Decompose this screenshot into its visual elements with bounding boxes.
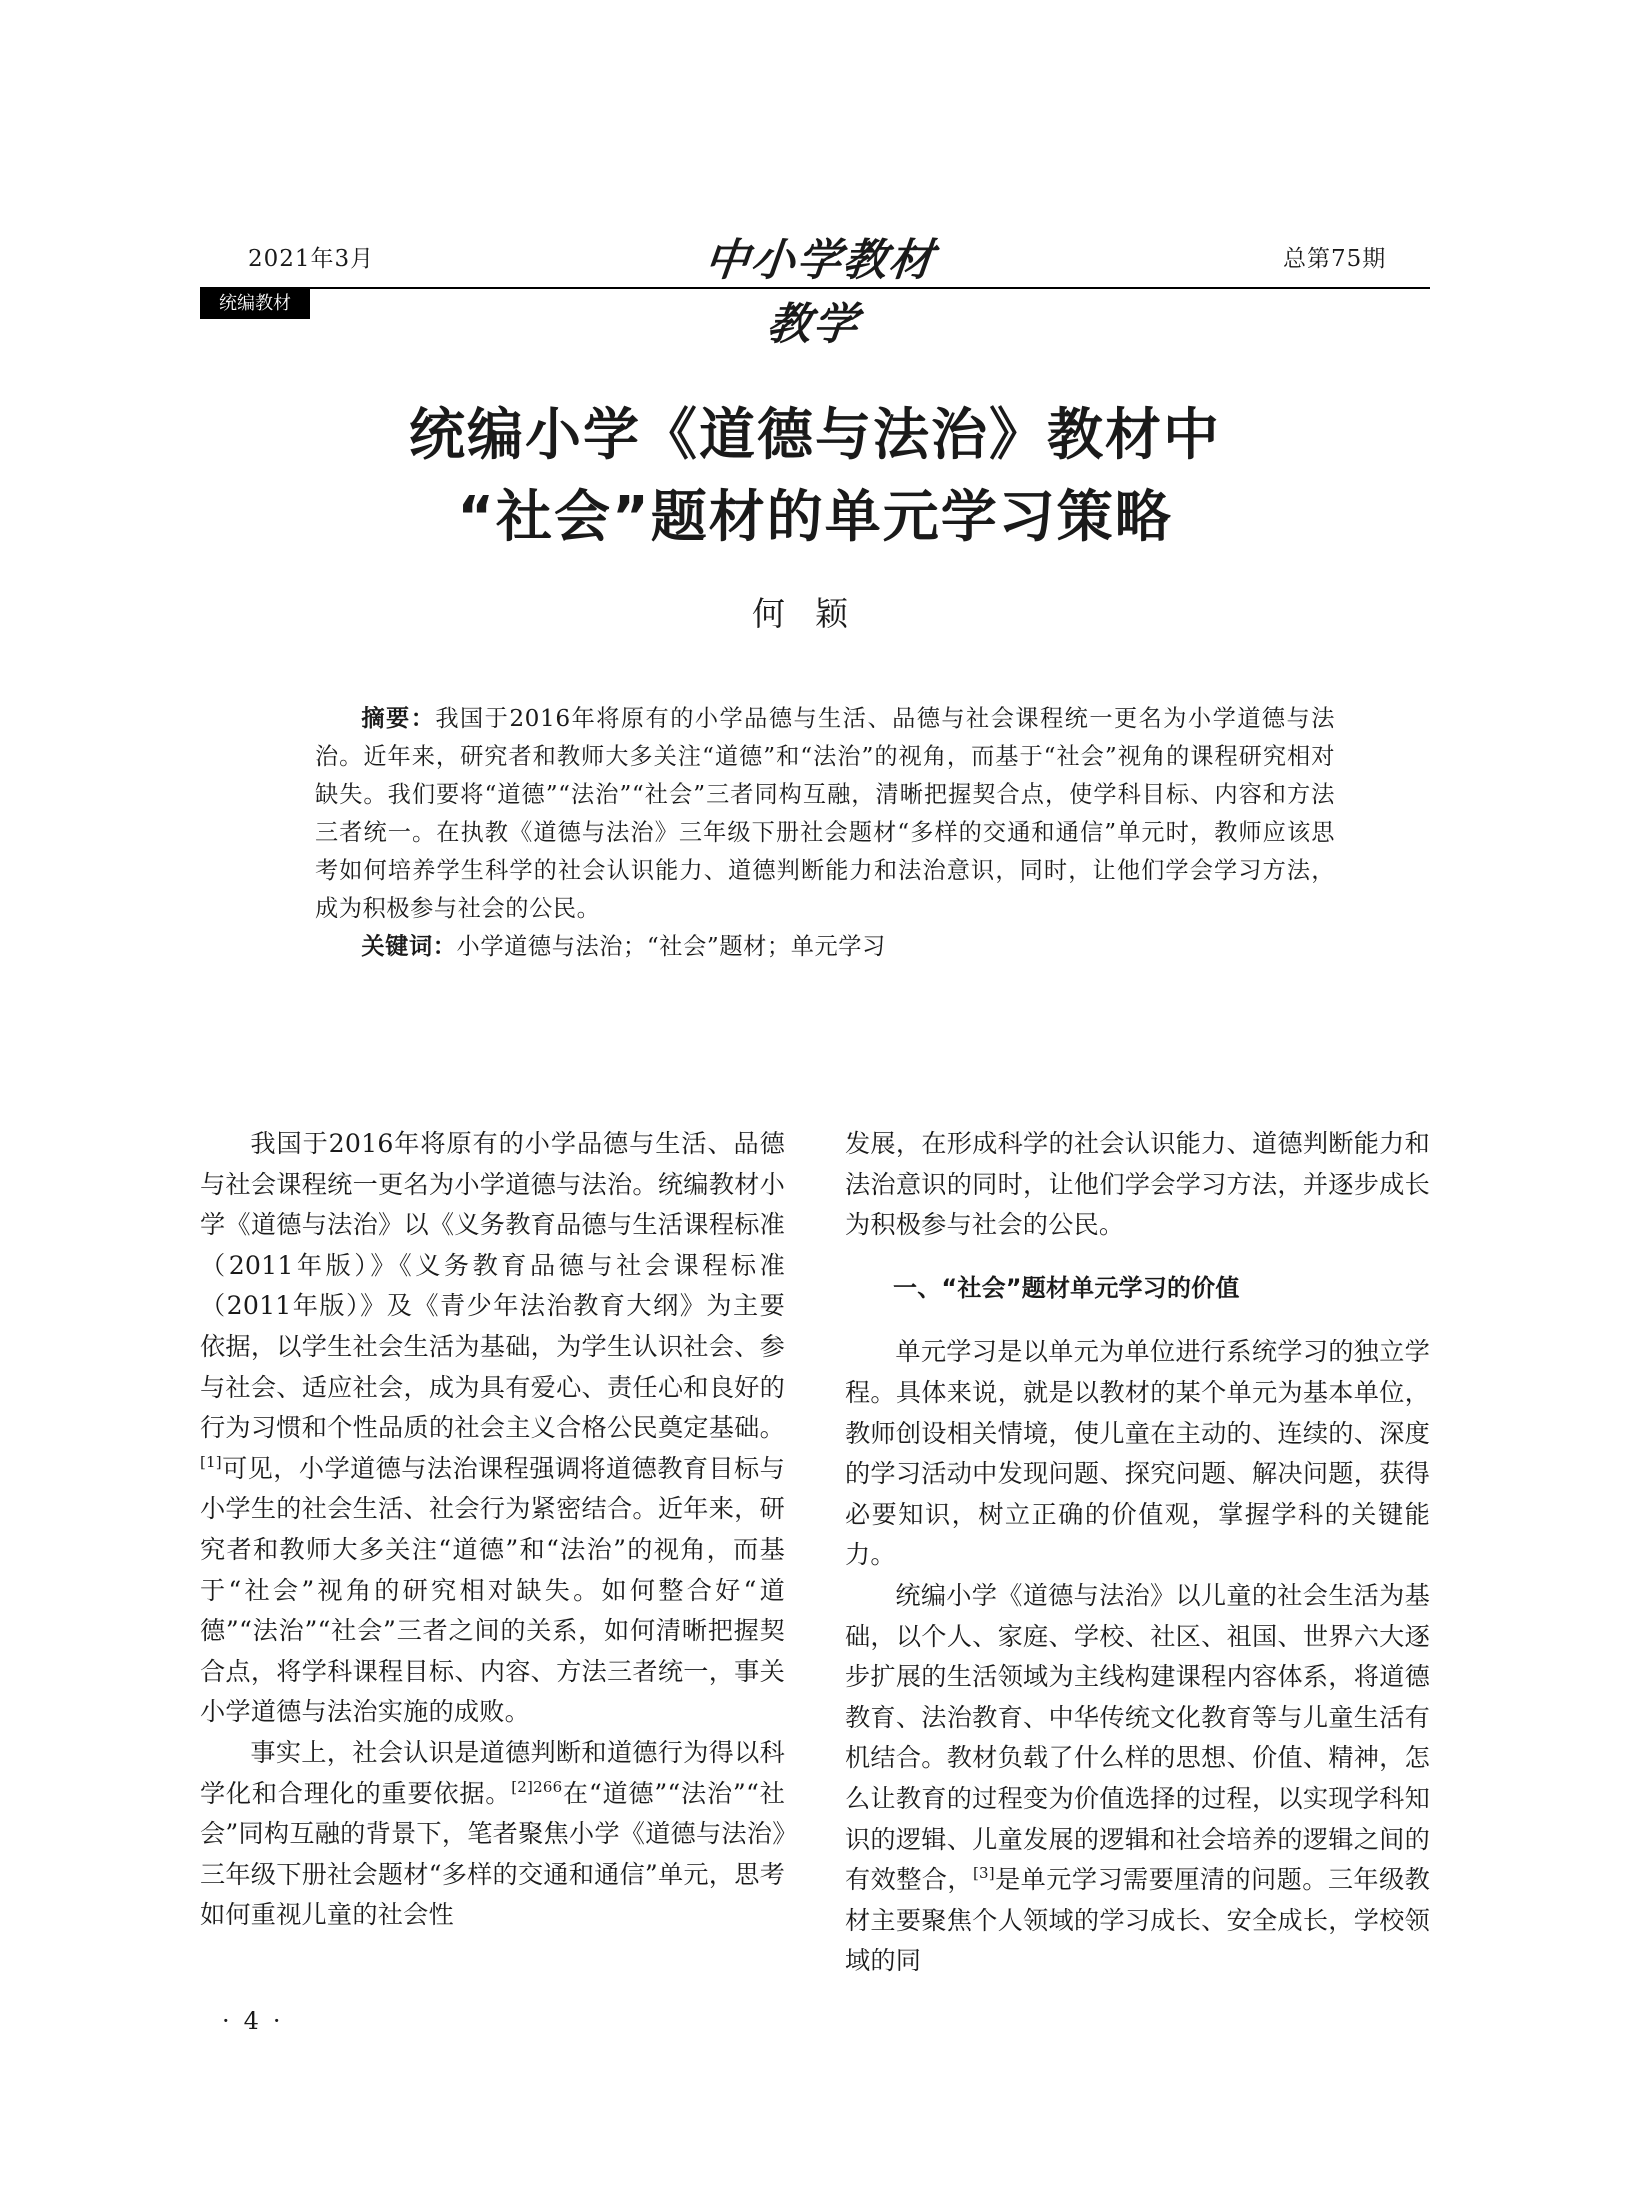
header-rule (200, 287, 1430, 289)
paragraph-text: 我国于2016年将原有的小学品德与生活、品德与社会课程统一更名为小学道德与法治。统编教材小学《道德与法治》以《义务教育品德与生活课程标准（2011年版）》《义务教育品德与社会课程标准（2011年版）》及《青少年法治教育大纲》为主要依据，以学生社会生活为基础，为学生认识社会、参与社会、适应社会，成为具有爱心、责任心和良好的行为习惯和个性品质的社会主义合格公民奠定基础。 (200, 1129, 785, 1443)
keywords-paragraph (315, 928, 1335, 966)
keywords-label: 关键词： (361, 933, 457, 960)
body-paragraph (845, 1576, 1430, 1982)
paragraph-text: 在“道德”“法治”“社会”同构互融的背景下，笔者聚焦小学《道德与法治》三年级下册社会题材“多样的交通和通信”单元，思考如何重视儿童的社会性 (200, 1778, 785, 1930)
body-column-right (845, 1124, 1430, 1982)
article-title (200, 395, 1430, 559)
journal-title: 中小学教材教学 (702, 235, 938, 350)
citation-ref: [2]266 (511, 1777, 563, 1796)
header-date: 2021年3月 (248, 246, 375, 272)
body-paragraph: 发展，在形成科学的社会认识能力、道德判断能力和法治意识的同时，让他们学会学习方法，并逐步成长为积极参与社会的公民。 (845, 1129, 1430, 1240)
abstract-label: 摘要： (361, 705, 436, 732)
citation-ref: [3] (973, 1864, 995, 1883)
body-paragraph (200, 1733, 785, 1936)
citation-ref: [1] (200, 1452, 222, 1471)
keywords-text: 小学道德与法治；“社会”题材；单元学习 (456, 933, 886, 960)
paragraph-text: 可见，小学道德与法治课程强调将道德教育目标与小学生的社会生活、社会行为紧密结合。近年来，研究者和教师大多关注“道德”和“法治”的视角，而基于“社会”视角的研究相对缺失。如何整合好“道德”“法治”“社会”三者之间的关系，如何清晰把握契合点，将学科课程目标、内容、方法三者统一，事关小学道德与法治实施的成败。 (200, 1453, 785, 1727)
header-issue: 总第75期 (1283, 246, 1387, 272)
page-number: ·4· (222, 2007, 295, 2035)
body-paragraph (200, 1124, 785, 1733)
paragraph-text: 事实上，社会认识是道德判断和道德行为得以科学化和合理化的重要依据。 (200, 1737, 785, 1808)
title-line-1: 统编小学《道德与法治》教材中 (409, 403, 1221, 468)
abstract (315, 700, 1335, 966)
section-tag: 统编教材 (200, 289, 310, 319)
abstract-paragraph (315, 700, 1335, 928)
body-column-left (200, 1124, 785, 1936)
section-heading: 一、“社会”题材单元学习的价值 (893, 1273, 1240, 1302)
abstract-text: 我国于2016年将原有的小学品德与生活、品德与社会课程统一更名为小学道德与法治。近年来，研究者和教师大多关注“道德”和“法治”的视角，而基于“社会”视角的课程研究相对缺失。我们要将“道德”“法治”“社会”三者同构互融，清晰把握契合点，使学科目标、内容和方法三者统一。在执教《道德与法治》三年级下册社会题材“多样的交通和通信”单元时，教师应该思考如何培养学生科学的社会认识能力、道德判断能力和法治意识，同时，让他们学会学习方法，成为积极参与社会的公民。 (315, 705, 1335, 922)
paragraph-text: 统编小学《道德与法治》以儿童的社会生活为基础，以个人、家庭、学校、社区、祖国、世界六大逐步扩展的生活领域为主线构建课程内容体系，将道德教育、法治教育、中华传统文化教育等与儿童生活有机结合。教材负载了什么样的思想、价值、精神，怎么让教育的过程变为价值选择的过程，以实现学科知识的逻辑、儿童发展的逻辑和社会培养的逻辑之间的有效整合， (845, 1580, 1430, 1895)
author: 何颖 (752, 594, 878, 633)
title-line-2: “社会”题材的单元学习策略 (457, 485, 1173, 550)
paragraph-text: 是单元学习需要厘清的问题。三年级教材主要聚焦个人领域的学习成长、安全成长，学校领域的同 (845, 1865, 1431, 1976)
body-paragraph: 单元学习是以单元为单位进行系统学习的独立学程。具体来说，就是以教材的某个单元为基本单位，教师创设相关情境，使儿童在主动的、连续的、深度的学习活动中发现问题、探究问题、解决问题，获得必要知识，树立正确的价值观，掌握学科的关键能力。 (845, 1337, 1430, 1570)
